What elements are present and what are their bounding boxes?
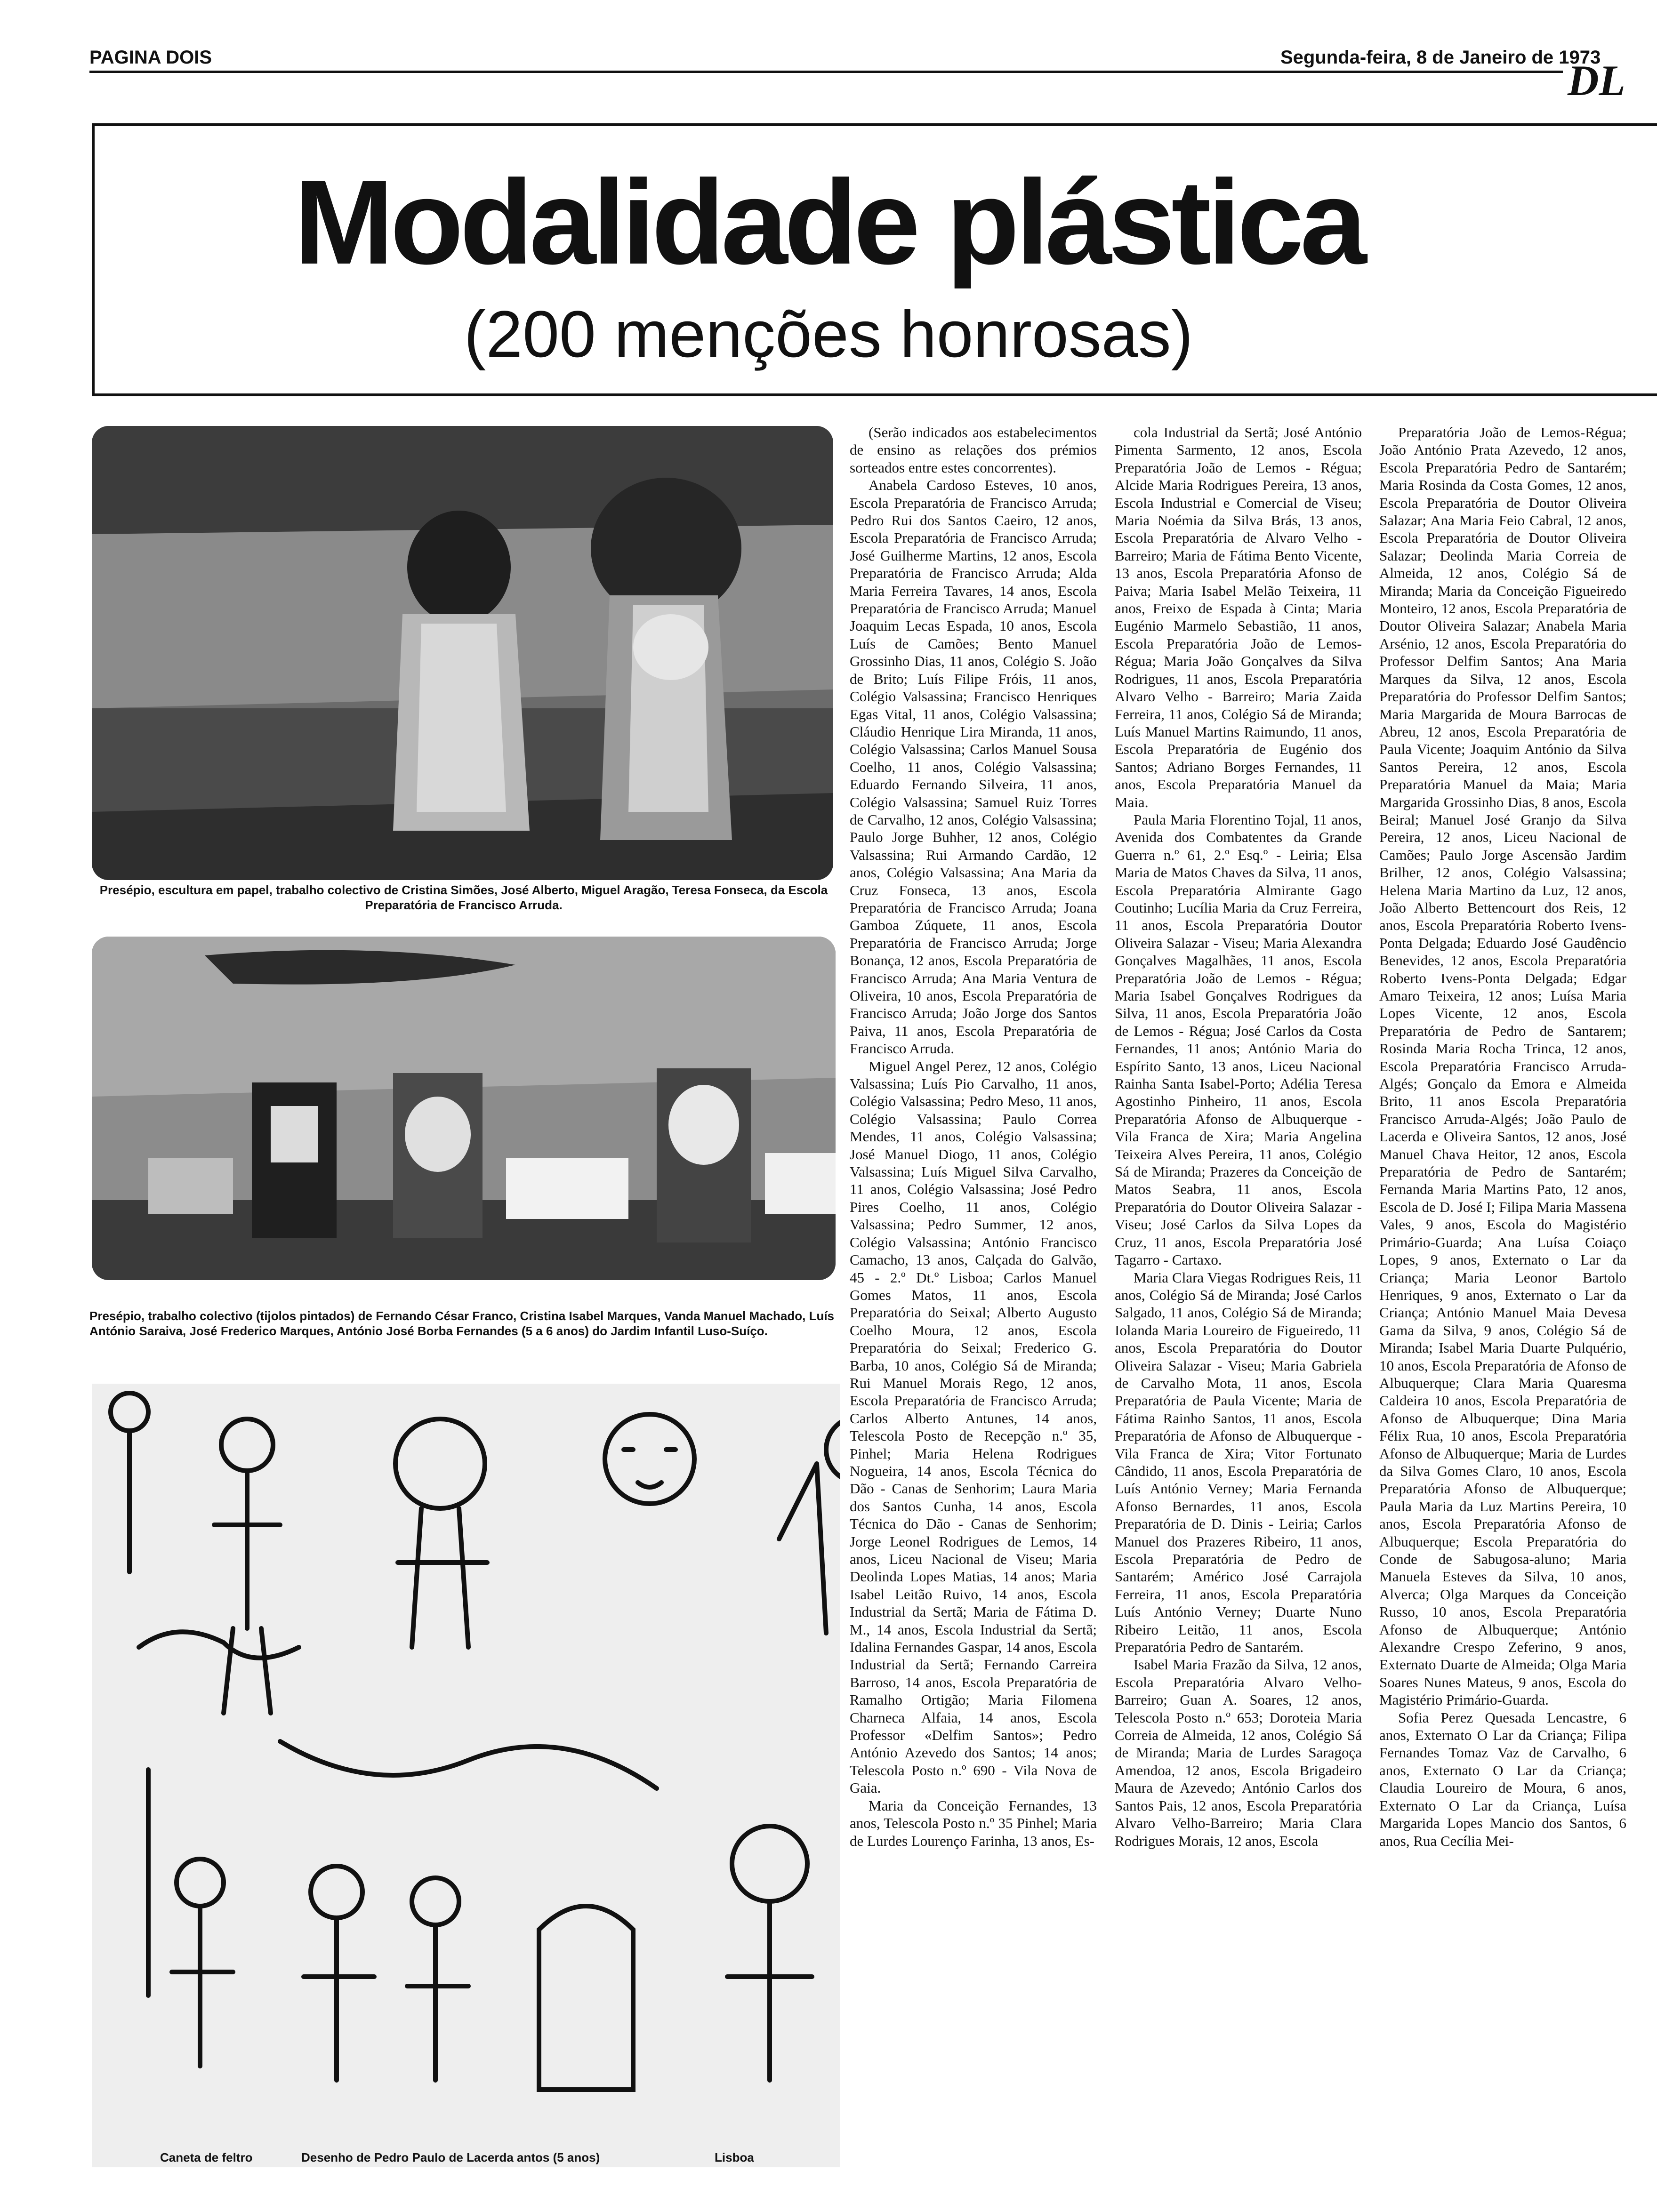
text-column-1 [850,424,1097,2198]
caption-photo3-medium: Caneta de feltro [160,2150,253,2164]
article-paragraph: Anabela Cardoso Esteves, 10 anos, Escola Preparatória de Francisco Arruda; Pedro Rui dos Santos Caeiro, 12 anos, Escola Preparatória de Francisco Arruda; José Guilherme Martins, 12 anos, Escola Preparatória de Francisco Arruda; Alda Maria Ferreira Tavares, 14 anos, Escola Preparatória de Francisco Arruda; Manuel Joaquim Lecas Espada, 10 anos, Escola Luís de Camões; Bento Manuel Grossinho Dias, 11 anos, Colégio S. João de Brito; Luís Filipe Fróis, 11 anos, Colégio Valsassina; Francisco Henriques Egas Vital, 11 anos, Colégio Valsassina; Cláudio Henrique Lira Miranda, 11 anos, Colégio Valsassina; Carlos Manuel Sousa Coelho, 11 anos, Colégio Valsassina; Eduardo Fernando Silveira, 11 anos, Colégio Valsassina; Samuel Ruiz Torres de Carvalho, 12 anos, Colégio Valsassina; Paulo Jorge Buhher, 12 anos, Colégio Valsassina; Rui Armando Cardão, 12 anos, Colégio Valsassina; Ana Maria da Cruz Fonseca, 13 anos, Escola Preparatória de Francisco Arruda; Joana Gamboa Zúquete, 11 anos, Escola Preparatória de Francisco Arruda; Jorge Bonança, 12 anos, Escola Preparatória de Francisco Arruda; Ana Maria Ventura de Oliveira, 10 anos, Escola Preparatória de Francisco Arruda; João Jorge dos Santos Paiva, 11 anos, Escola Preparatória de Francisco Arruda. [850,477,1097,1057]
text-column-3 [1379,424,1626,2198]
article-paragraph: Maria Clara Viegas Rodrigues Reis, 11 anos, Colégio Sá de Miranda; José Carlos Salgado, 11 anos, Colégio Sá de Miranda; Iolanda Maria Loureiro de Figueiredo, 11 anos, Escola Preparatória do Doutor Oliveira Salazar - Viseu; Maria Gabriela de Carvalho Mota, 11 anos, Escola Preparatória de Paula Vicente; Maria de Fátima Rainho Santos, 11 anos, Escola Preparatória de Afonso de Albuquerque - Vila Franca de Xira; Vitor Fortunato Cândido, 11 anos, Escola Preparatória de Luís António Verney; Maria Fernanda Afonso Bernardes, 11 anos, Escola Preparatória de D. Dinis - Leiria; Carlos Manuel dos Prazeres Ribeiro, 11 anos, Escola Preparatória de Pedro de Santarém; Américo José Carrajola Ferreira, 11 anos, Escola Preparatória Luís António Verney; Duarte Nuno Ribeiro Leitão, 11 anos, Escola Preparatória Pedro de Santarém. [1115,1269,1362,1656]
section-label: PAGINA DOIS [89,47,212,68]
article-paragraph: Preparatória João de Lemos-Régua; João António Prata Azevedo, 12 anos, Escola Preparatória Pedro de Santarém; Maria Rosinda da Costa Gomes, 12 anos, Escola Preparatória de Doutor Oliveira Salazar; Ana Maria Feio Cabral, 12 anos, Escola Preparatória de Doutor Oliveira Salazar; Deolinda Maria Correia de Almeida, 12 anos, Colégio Sá de Miranda; Maria da Conceição Figueiredo Monteiro, 12 anos, Escola Preparatória de Doutor Oliveira Salazar; Anabela Maria Arsénio, 12 anos, Escola Preparatória do Professor Delfim Santos; Ana Maria Marques da Silva, 12 anos, Escola Preparatória do Professor Delfim Santos; Maria Margarida de Moura Barrocas de Abreu, 12 anos, Escola Preparatória de Paula Vicente; Joaquim António da Silva Santos Pereira, 12 anos, Escola Preparatória Manuel da Maia; Maria Margarida Grossinho Dias, 8 anos, Escola Beiral; Manuel José Granjo da Silva Pereira, 12 anos, Liceu Nacional de Camões; Paulo Jorge Ascensão Jardim Brilher, 12 anos, Colégio Valsassina; Helena Maria Martino da Luz, 12 anos, João Alberto Bettencourt dos Reis, 12 anos, Escola Preparatória Roberto Ivens-Ponta Delgada; Eduardo José Gaudêncio Benevides, 12 anos, Escola Preparatória Roberto Ivens-Ponta Delgada; Edgar Amaro Teixeira, 12 anos; Luísa Maria Lopes Vicente, 12 anos, Escola Preparatória de Pedro de Santarem; Rosinda Maria Rocha Trinca, 12 anos, Escola Preparatória Francisco Arruda-Algés; Gonçalo da Emora e Almeida Brito, 11 anos Escola Preparatória Francisco Arruda-Algés; João Paulo de Lacerda e Oliveira Santos, 12 anos, José Manuel Chava Heitor, 12 anos, Escola Preparatória de Pedro de Santarém; Fernanda Maria Martins Pato, 12 anos, Escola de D. José I; Filipa Maria Massena Vales, 9 anos, Escola do Magistério Primário-Guarda; Ana Luísa Coiaço Lopes, 9 anos, Externato o Lar da Criança; Maria Leonor Bartolo Henriques, 9 anos, Externato o Lar da Criança; António Manuel Maia Devesa Gama da Silva, 9 anos, Colégio Sá de Miranda; Isabel Maria Duarte Pulquério, 10 anos, Escola Preparatória de Afonso de Albuquerque; Clara Maria Quaresma Caldeira 10 anos, Escola Preparatória de Afonso de Albuquerque; Dina Maria Félix Rua, 10 anos, Escola Preparatória Afonso de Albuquerque; Maria de Lurdes da Silva Gomes Claro, 10 anos, Escola Preparatória Afonso de Albuquerque; Paula Maria da Luz Martins Pereira, 10 anos, Escola Preparatória Afonso de Albuquerque; Escola Preparatória do Conde de Sabugosa-aluno; Maria Manuela Esteves da Silva, 10 anos, Alverca; Olga Marques da Conceição Russo, 10 anos, Escola Preparatória Afonso de Albuquerque; António Alexandre Crespo Zeferino, 9 anos, Externato Duarte de Almeida; Olga Maria Soares Nunes Mateus, 9 anos, Escola do Magistério Primário-Guarda. [1379,424,1626,1708]
paper-nativity-image [92,426,833,880]
header-rule [89,71,1563,73]
photo-felt-pen-drawing [92,1384,840,2167]
caption-photo3-place: Lisboa [715,2150,754,2164]
article-paragraph: Paula Maria Florentino Tojal, 11 anos, Avenida dos Combatentes da Grande Guerra n.º 61, 2.º Esq.º - Leiria; Elsa Maria de Matos Chaves da Silva, 11 anos, Escola Preparatória Almirante Gago Coutinho; Lucília Maria da Cruz Ferreira, 11 anos, Escola Preparatória Doutor Oliveira Salazar - Viseu; Maria Alexandra Gonçalves Magalhães, 11 anos, Escola Preparatória João de Lemos - Régua; Maria Isabel Gonçalves Rodrigues da Silva, 11 anos, Escola Preparatória João de Lemos - Régua; José Carlos da Costa Fernandes, 11 anos; António Maria do Espírito Santo, 13 anos, Liceu Nacional Rainha Santa Isabel-Porto; Adélia Teresa Agostinho Pinheiro, 11 anos, Escola Preparatória Afonso de Albuquerque - Vila Franca de Xira; Maria Angelina Teixeira Alves Pereira, 11 anos, Colégio Sá de Miranda; Prazeres da Conceição de Matos Seabra, 11 anos, Escola Preparatória do Doutor Oliveira Salazar - Viseu; José Carlos da Silva Lopes da Cruz, 11 anos, Escola Preparatória José Tagarro - Cartaxo. [1115,811,1362,1268]
photo-paper-nativity [92,426,833,880]
caption-photo3-credit: Desenho de Pedro Paulo de Lacerda antos (5 anos) [301,2150,600,2164]
newspaper-logo: DL [1568,56,1625,104]
headline-subtitle: (200 menções honrosas) [464,297,1193,371]
article-paragraph: cola Industrial da Sertã; José António Pimenta Sarmento, 12 anos, Escola Preparatória João de Lemos - Régua; Alcide Maria Rodrigues Pereira, 13 anos, Escola Industrial e Comercial de Viseu; Maria Noémia da Silva Brás, 13 anos, Escola Preparatória de Alvaro Velho - Barreiro; Maria de Fátima Bento Vicente, 13 anos, Escola Preparatória Afonso de Paiva; Maria Isabel Melão Teixeira, 11 anos, Freixo de Espada à Cinta; Maria Eugénio Marmelo Sebastião, 11 anos, Escola Preparatória João de Lemos-Régua; Maria João Gonçalves da Silva Rodrigues, 11 anos, Escola Preparatória Alvaro Velho - Barreiro; Maria Zaida Ferreira, 11 anos, Colégio Sá de Miranda; Luís Manuel Martins Raimundo, 11 anos, Escola Preparatória de Eugénio dos Santos; Adriano Borges Fernandes, 11 anos, Escola Preparatória Manuel da Maia. [1115,424,1362,810]
article-paragraph: Sofia Perez Quesada Lencastre, 6 anos, Externato O Lar da Criança; Filipa Fernandes Tomaz Vaz de Carvalho, 6 anos, Externato O Lar da Criança; Claudia Loureiro de Moura, 6 anos, Externato O Lar da Criança, Luísa Margarida Lopes Mancio dos Santos, 6 anos, Rua Cecília Mei- [1379,1709,1626,1849]
brick-nativity-image [92,937,836,1280]
article-paragraph: Maria da Conceição Fernandes, 13 anos, Telescola Posto n.º 35 Pinhel; Maria de Lurdes Lourenço Farinha, 13 anos, Es- [850,1797,1097,1849]
article-paragraph: Miguel Angel Perez, 12 anos, Colégio Valsassina; Luís Pio Carvalho, 11 anos, Colégio Valsassina; Pedro Meso, 11 anos, Colégio Valsassina; Paulo Correa Mendes, 11 anos, Colégio Valsassina; José Manuel Diogo, 11 anos, Colégio Valsassina; Luís Miguel Silva Carvalho, 11 anos, Colégio Valsassina; José Pedro Pires Coelho, 11 anos, Colégio Valsassina; Pedro Summer, 12 anos, Colégio Valsassina; António Francisco Camacho, 13 anos, Calçada do Galvão, 45 - 2.º Dt.º Lisboa; Carlos Manuel Gomes Matos, 11 anos, Escola Preparatória do Seixal; Alberto Augusto Coelho Moura, 12 anos, Escola Preparatória do Seixal; Frederico G. Barba, 10 anos, Colégio Sá de Miranda; Rui Manuel Morais Rego, 12 anos, Escola Preparatória de Francisco Arruda; Carlos Alberto Antunes, 14 anos, Telescola Posto de Recepção n.º 35, Pinhel; Maria Helena Rodrigues Nogueira, 14 anos, Escola Técnica do Dão - Canas de Senhorim; Laura Maria dos Santos Cunha, 14 anos, Escola Técnica do Dão - Canas de Senhorim; Jorge Leonel Rodrigues de Lemos, 14 anos, Liceu Nacional de Viseu; Maria Deolinda Lopes Matias, 14 anos; Maria Isabel Leitão Ruivo, 14 anos, Escola Industrial da Sertã; Maria de Fátima D. M., 14 anos, Escola Industrial da Sertã; Idalina Fernandes Gaspar, 14 anos, Escola Industrial da Sertã; Fernando Carreira Barroso, 14 anos, Escola Preparatória de Ramalho Ortigão; Maria Filomena Charneca Alfaia, 14 anos, Escola Professor «Delfim Santos»; Pedro António Azevedo dos Santos; 14 anos; Telescola Posto n.º 690 - Vila Nova de Gaia. [850,1058,1097,1796]
article-paragraph: (Serão indicados aos estabelecimentos de ensino as relações dos prémios sorteados entre estes concorrentes). [850,424,1097,476]
article-paragraph: Isabel Maria Frazão da Silva, 12 anos, Escola Preparatória Alvaro Velho-Barreiro; Guan A. Soares, 12 anos, Telescola Posto n.º 653; Doroteia Maria Correia de Almeida, 12 anos, Colégio Sá de Miranda; Maria de Lurdes Saragoça Amendoa, 12 anos, Escola Brigadeiro Maura de Azevedo; António Carlos dos Santos Pais, 12 anos, Escola Preparatória Alvaro Velho-Barreiro; Maria Clara Rodrigues Morais, 12 anos, Escola [1115,1656,1362,1849]
felt-pen-drawing-image [92,1384,840,2167]
text-column-2 [1115,424,1362,2198]
photo-brick-nativity [92,937,836,1280]
headline-title: Modalidade plástica [294,155,1363,289]
caption-photo1: Presépio, escultura em papel, trabalho colectivo de Cristina Simões, José Alberto, Miguel Aragão, Teresa Fonseca, da Escola Preparatória de Francisco Arruda. [99,883,828,912]
caption-photo2: Presépio, trabalho colectivo (tijolos pintados) de Fernando César Franco, Cristina Isabel Marques, Vanda Manuel Machado, Luís António Saraiva, José Frederico Marques, António José Borba Fernandes (5 a 6 anos) do Jardim Infantil Luso-Suíço. [89,1309,835,1338]
issue-date: Segunda-feira, 8 de Janeiro de 1973 [1280,47,1601,68]
